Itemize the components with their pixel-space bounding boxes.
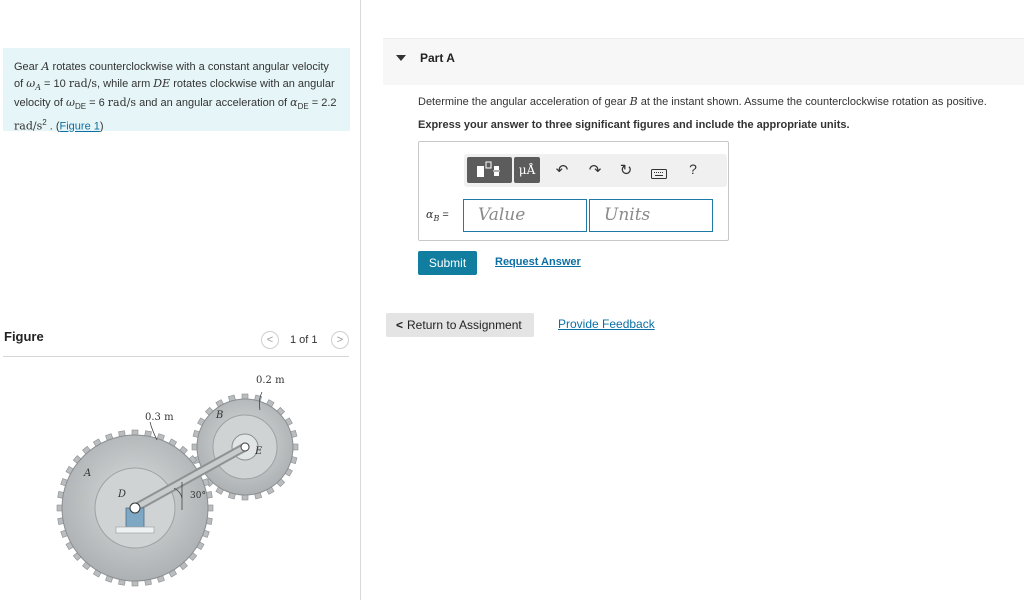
answer-symbol: α: [426, 208, 434, 221]
unit-exponent: 2: [42, 117, 47, 127]
unit-rad-s: rad/s: [107, 96, 137, 110]
caret-down-icon[interactable]: [396, 55, 406, 61]
request-answer-link[interactable]: Request Answer: [495, 256, 581, 268]
return-label: Return to Assignment: [407, 318, 522, 332]
problem-text: , while arm: [97, 77, 154, 90]
unit-rad-s: rad/s: [68, 76, 98, 90]
label-angle: 30°: [190, 491, 206, 501]
prev-figure-button[interactable]: [261, 331, 279, 349]
problem-statement: [3, 48, 350, 131]
part-title: Part A: [420, 51, 455, 65]
problem-text: rotates clockwise with an angular velocity of: [14, 77, 335, 110]
alpha-de-subscript: DE: [297, 102, 309, 112]
answer-subscript: B: [433, 214, 440, 224]
next-figure-button[interactable]: [331, 331, 349, 349]
label-gear-a: A: [84, 468, 92, 479]
template-icon: [467, 157, 512, 183]
label-gear-b: B: [216, 410, 224, 421]
question-part: Determine the angular acceleration of gear: [418, 96, 630, 108]
question-part: at the instant shown. Assume the counterclockwise rotation as positive.: [637, 96, 987, 108]
problem-text: ): [99, 120, 104, 133]
problem-text: and an angular acceleration of: [136, 97, 291, 110]
provide-feedback-link[interactable]: Provide Feedback: [558, 317, 655, 331]
math-toolbar: [464, 154, 727, 187]
submit-button[interactable]: Submit: [418, 251, 477, 275]
question-variable: B: [629, 95, 638, 108]
alpha-de-symbol: α: [290, 96, 298, 110]
redo-icon[interactable]: ↷: [588, 162, 602, 179]
arm-de-symbol: DE: [153, 76, 171, 90]
label-point-d: D: [118, 489, 127, 500]
problem-text: = 6: [86, 97, 108, 110]
omega-a-symbol: ω: [26, 76, 36, 90]
problem-text: rotates counterclockwise with a constant angular velocity of: [14, 61, 329, 90]
figure-title: Figure: [4, 329, 44, 344]
units-button[interactable]: μÅ: [514, 157, 540, 183]
label-point-e: E: [255, 446, 263, 457]
chevron-left-icon: <: [396, 318, 404, 332]
chevron-left-icon: <: [266, 334, 274, 346]
gear-a-symbol: A: [41, 60, 50, 73]
return-to-assignment-button[interactable]: [386, 313, 534, 337]
figure-header: [3, 326, 349, 357]
part-a-header[interactable]: [383, 38, 1024, 85]
dim-label-a: 0.3 m: [145, 412, 174, 423]
figure-link[interactable]: Figure 1: [59, 120, 100, 133]
problem-text: Gear: [14, 61, 42, 73]
right-pane: [361, 0, 1024, 600]
unit-rad-s2: rad/s: [14, 119, 43, 133]
omega-a-subscript: A: [35, 82, 41, 92]
gear-figure: [40, 360, 320, 595]
answer-equals: =: [439, 209, 449, 221]
chevron-right-icon: >: [336, 334, 344, 346]
figure-pager-text: 1 of 1: [290, 334, 318, 346]
omega-de-symbol: ω: [65, 96, 75, 110]
problem-text: = 10: [41, 77, 69, 90]
help-button[interactable]: ?: [689, 161, 697, 177]
reset-icon[interactable]: ↻: [619, 162, 633, 179]
keyboard-icon[interactable]: [651, 166, 667, 184]
answer-label: [426, 208, 449, 223]
dim-label-b: 0.2 m: [256, 375, 285, 386]
units-input[interactable]: Units: [589, 199, 713, 232]
question-text: [418, 95, 987, 108]
instruction-text: Express your answer to three significant figures and include the appropriate units.: [418, 119, 850, 131]
problem-text: . (: [46, 120, 60, 133]
left-pane: [0, 0, 360, 600]
template-button[interactable]: [467, 157, 512, 183]
answer-box: [418, 141, 729, 241]
omega-de-subscript: DE: [74, 102, 87, 112]
value-input[interactable]: Value: [463, 199, 587, 232]
problem-text: = 2.2: [308, 97, 337, 110]
undo-icon[interactable]: ↶: [555, 162, 569, 179]
